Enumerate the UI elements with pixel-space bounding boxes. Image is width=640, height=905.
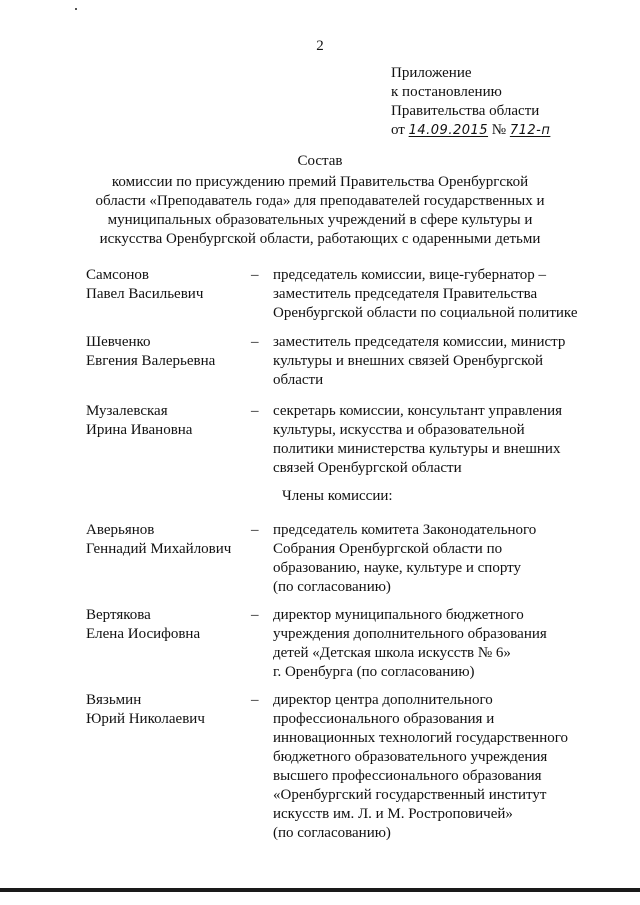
role-line: учреждения дополнительного образования bbox=[273, 626, 547, 642]
role-line: искусств им. Л. и М. Ростроповичей» bbox=[273, 806, 513, 822]
member-role bbox=[273, 266, 593, 323]
role-line: заместитель председателя Правительства bbox=[273, 286, 538, 302]
members-heading: Члены комиссии: bbox=[282, 488, 393, 504]
member-surname: Самсонов bbox=[86, 267, 149, 283]
member-given-name: Евгения Валерьевна bbox=[86, 353, 216, 369]
page-number: 2 bbox=[316, 38, 324, 54]
role-line: инновационных технологий государственного bbox=[273, 730, 569, 746]
title-line: муниципальных образовательных учреждений в сфере культуры и bbox=[107, 212, 533, 228]
member-role bbox=[273, 333, 593, 390]
document-title bbox=[40, 152, 600, 249]
title-heading: Состав bbox=[297, 153, 343, 169]
role-line: детей «Детская школа искусств № 6» bbox=[273, 645, 511, 661]
role-line: образованию, науке, культуре и спорту bbox=[273, 560, 521, 576]
role-line: заместитель председателя комиссии, министр bbox=[273, 334, 566, 350]
scan-speck bbox=[75, 8, 77, 10]
role-line: секретарь комиссии, консультант управления bbox=[273, 403, 563, 419]
handwritten-date: 14.09.2015 bbox=[408, 123, 489, 138]
title-line: искусства Оренбургской области, работающих с одаренными детьми bbox=[99, 231, 541, 247]
member-name bbox=[86, 266, 246, 304]
role-line: г. Оренбурга (по согласованию) bbox=[273, 664, 475, 680]
role-line: директор центра дополнительного bbox=[273, 692, 493, 708]
member-surname: Вертякова bbox=[86, 607, 151, 623]
role-line: бюджетного образовательного учреждения bbox=[273, 749, 548, 765]
role-line: культуры и внешних связей Оренбургской bbox=[273, 353, 543, 369]
role-line: председатель комитета Законодательного bbox=[273, 522, 537, 538]
appendix-line-1: Приложение bbox=[391, 65, 472, 81]
scan-bottom-edge bbox=[0, 888, 640, 892]
date-prefix: от bbox=[391, 122, 405, 138]
member-role bbox=[273, 402, 593, 478]
member-role bbox=[273, 606, 593, 682]
member-name bbox=[86, 691, 246, 729]
member-given-name: Елена Иосифовна bbox=[86, 626, 201, 642]
member-surname: Вязьмин bbox=[86, 692, 142, 708]
role-line: профессионального образования и bbox=[273, 711, 495, 727]
dash: – bbox=[251, 607, 259, 623]
member-given-name: Павел Васильевич bbox=[86, 286, 204, 302]
member-name bbox=[86, 606, 246, 644]
appendix-line-3: Правительства области bbox=[391, 103, 540, 119]
member-given-name: Юрий Николаевич bbox=[86, 711, 205, 727]
role-line: председатель комиссии, вице-губернатор – bbox=[273, 267, 546, 283]
member-name bbox=[86, 333, 246, 371]
member-name bbox=[86, 521, 246, 559]
member-given-name: Ирина Ивановна bbox=[86, 422, 193, 438]
member-surname: Аверьянов bbox=[86, 522, 155, 538]
role-line: директор муниципального бюджетного bbox=[273, 607, 524, 623]
dash: – bbox=[251, 334, 259, 350]
handwritten-number: 712-п bbox=[509, 123, 551, 138]
member-given-name: Геннадий Михайлович bbox=[86, 541, 232, 557]
role-line: «Оренбургский государственный институт bbox=[273, 787, 547, 803]
role-line: области bbox=[273, 372, 324, 388]
role-line: связей Оренбургской области bbox=[273, 460, 462, 476]
role-line: Оренбургской области по социальной политике bbox=[273, 305, 578, 321]
role-line: (по согласованию) bbox=[273, 825, 391, 841]
appendix-date-line bbox=[391, 121, 550, 140]
dash: – bbox=[251, 692, 259, 708]
role-line: высшего профессионального образования bbox=[273, 768, 542, 784]
dash: – bbox=[251, 403, 259, 419]
role-line: (по согласованию) bbox=[273, 579, 391, 595]
member-surname: Шевченко bbox=[86, 334, 151, 350]
role-line: политики министерства культуры и внешних bbox=[273, 441, 561, 457]
member-role bbox=[273, 691, 593, 843]
dash: – bbox=[251, 267, 259, 283]
appendix-block bbox=[391, 64, 550, 140]
title-line: комиссии по присуждению премий Правительства Оренбургской bbox=[111, 174, 529, 190]
dash: – bbox=[251, 522, 259, 538]
role-line: Собрания Оренбургской области по bbox=[273, 541, 503, 557]
appendix-line-2: к постановлению bbox=[391, 84, 502, 100]
title-line: области «Преподаватель года» для преподавателей государственных и bbox=[95, 193, 545, 209]
member-role bbox=[273, 521, 593, 597]
role-line: культуры, искусства и образовательной bbox=[273, 422, 525, 438]
member-name bbox=[86, 402, 246, 440]
number-sign: № bbox=[491, 122, 507, 138]
member-surname: Музалевская bbox=[86, 403, 168, 419]
